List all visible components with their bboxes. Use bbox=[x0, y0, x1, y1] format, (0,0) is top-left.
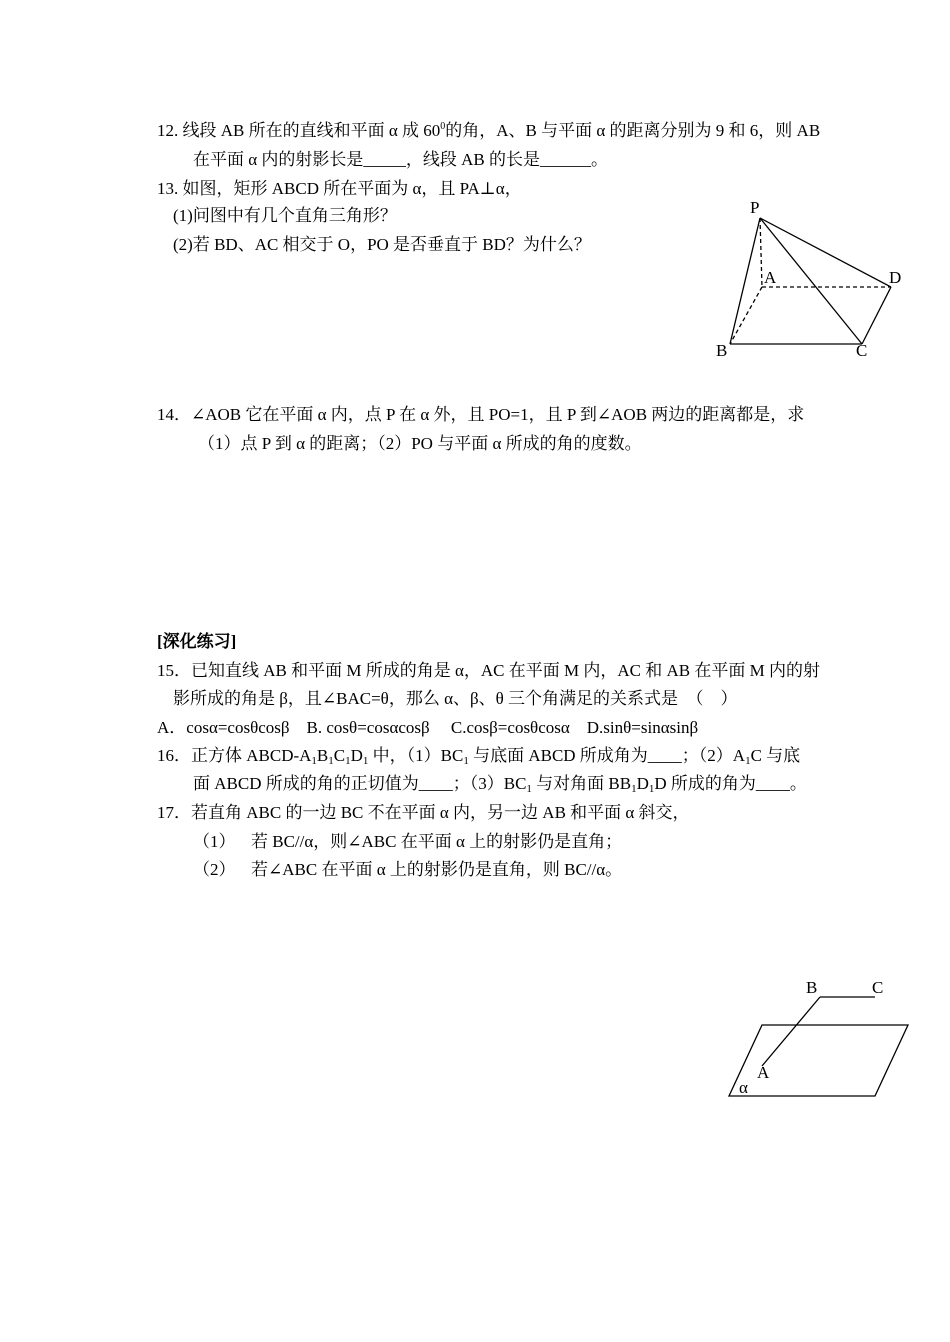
q16-line2: 面 ABCD 所成的角的正切值为____；$(3)BC_1$ 与对角面 $BB_1D_1D$ 所成的角为____。 bbox=[193, 774, 807, 795]
label-B: B bbox=[716, 341, 728, 360]
q14-line1: 14．∠AOB 它在平面 α 内，点 P 在 α 外，且 PO=1，且 P 到∠AOB 两边的距离都是，求 bbox=[157, 405, 805, 424]
label-C: C bbox=[856, 341, 868, 360]
q17-item1-text: 若 BC//α，则∠ABC 在平面 α 上的射影仍是直角； bbox=[251, 832, 623, 851]
q15-options: A．cosα=cosθcosβ B. cosθ=cosαcosβ C.cosβ=cosθcosα D.sinθ=sinαsinβ bbox=[157, 718, 699, 737]
q15-line2: 影所成的角是 β，且∠BAC=θ，那么 α、β、θ 三个角满足的关系式是 （ ） bbox=[173, 689, 738, 708]
segment-BA bbox=[762, 997, 820, 1066]
q17-item1-num: （1） bbox=[193, 832, 236, 851]
label-D: D bbox=[889, 268, 902, 287]
q17-line1: 17．若直角 ABC 的一边 BC 不在平面 α 内，另一边 AB 和平面 α 斜交， bbox=[157, 803, 690, 822]
q16-line1: 16．正方体 ABCD-$A_1B_1C_1D_1$ 中，$(1)BC_1$ 与底面 ABCD 所成角为____；$(2)A_1C$ 与底 bbox=[157, 746, 801, 767]
label-A: A bbox=[764, 268, 777, 287]
q13-part1: (1)问图中有几个直角三角形？ bbox=[173, 206, 397, 225]
q13-line1: 13. 如图，矩形 ABCD 所在平面为 α，且 PA⊥α， bbox=[157, 179, 522, 198]
q12-line1: 12. 线段 AB 所在的直线和平面 α 成 $60^0$的角，A、B 与平面 α 的距离分别为 9 和 6，则 AB bbox=[157, 121, 821, 140]
label-B2: B bbox=[806, 978, 818, 997]
label-alpha: α bbox=[739, 1078, 748, 1097]
section-title: [深化练习] bbox=[157, 632, 237, 651]
label-C2: C bbox=[872, 978, 884, 997]
plane-alpha bbox=[729, 1025, 908, 1096]
q15-line1: 15．已知直线 AB 和平面 M 所成的角是 α，AC 在平面 M 内，AC 和 AB 在平面 M 内的射 bbox=[157, 661, 820, 680]
label-A2: A bbox=[757, 1063, 770, 1082]
q17-item2-num: （2） bbox=[193, 860, 236, 879]
q12-line2: 在平面 α 内的射影长是_____，线段 AB 的长是______。 bbox=[193, 150, 609, 169]
q13-part2: (2)若 BD、AC 相交于 O，PO 是否垂直于 BD？为什么？ bbox=[173, 235, 591, 254]
q17-item2-text: 若∠ABC 在平面 α 上的射影仍是直角，则 BC//α。 bbox=[251, 860, 623, 879]
q14-line2: （1）点 P 到 α 的距离；（2）PO 与平面 α 所成的角的度数。 bbox=[198, 434, 642, 453]
label-P: P bbox=[750, 198, 760, 217]
